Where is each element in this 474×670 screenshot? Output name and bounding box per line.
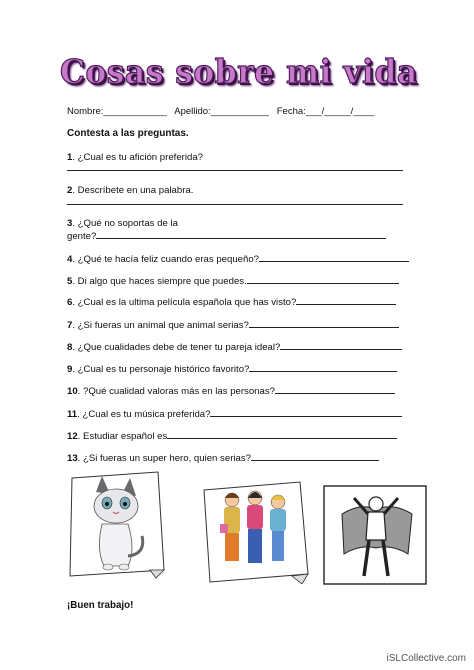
- question-6: 6. ¿Cual es la ultima película española que has visto?: [67, 295, 396, 308]
- answer-line-2[interactable]: [67, 204, 403, 205]
- question-10: 10. ?Qué cualidad valoras más en las personas?: [67, 384, 395, 397]
- question-9: 9. ¿Cual es tu personaje histórico favorito?: [67, 362, 397, 375]
- answer-line-9[interactable]: [249, 362, 397, 372]
- answer-line-7[interactable]: [249, 318, 399, 328]
- question-3: 3. ¿Qué no soportas de la: [67, 218, 178, 229]
- answer-line-13[interactable]: [251, 451, 379, 461]
- cat-image: [66, 470, 166, 580]
- question-4: 4. ¿Qué te hacía feliz cuando eras pequeño?: [67, 252, 409, 265]
- answer-line-5[interactable]: [247, 274, 399, 284]
- answer-line-1[interactable]: [67, 170, 403, 171]
- question-8: 8. ¿Que cualidades debe de tener tu pareja ideal?: [67, 340, 402, 353]
- footer-message: ¡Buen trabajo!: [67, 600, 134, 611]
- answer-line-10[interactable]: [275, 384, 395, 394]
- question-13: 13. ¿Si fueras un super hero, quien serias?: [67, 451, 379, 464]
- watermark: iSLCollective.com: [386, 653, 466, 664]
- question-7: 7. ¿Si fueras un animal que animal serias?: [67, 318, 399, 331]
- question-3-cont: gente?: [67, 229, 386, 242]
- answer-line-3[interactable]: [96, 229, 386, 239]
- question-5: 5. Di algo que haces siempre que puedes.: [67, 274, 399, 287]
- question-2: 2. Descríbete en una palabra.: [67, 185, 194, 196]
- nombre-field[interactable]: Nombre:____________: [67, 106, 167, 117]
- answer-line-4[interactable]: [259, 252, 409, 262]
- question-11: 11. ¿Cual es tu música preferida?: [67, 407, 402, 420]
- answer-line-6[interactable]: [296, 295, 396, 305]
- friends-image: [200, 480, 312, 584]
- question-1: 1. ¿Cual es tu afición preferida?: [67, 152, 203, 163]
- apellido-field[interactable]: Apellido:___________: [174, 106, 269, 117]
- fecha-field[interactable]: Fecha:___/_____/____: [276, 106, 375, 117]
- answer-line-8[interactable]: [280, 340, 402, 350]
- answer-line-12[interactable]: [167, 429, 397, 439]
- instructions: Contesta a las preguntas.: [67, 128, 189, 139]
- answer-line-11[interactable]: [210, 407, 402, 417]
- superhero-image: [322, 484, 430, 588]
- worksheet-title: Cosas sobre mi vida: [60, 52, 418, 91]
- question-12: 12. Estudiar español es: [67, 429, 397, 442]
- header-fields: [67, 106, 374, 117]
